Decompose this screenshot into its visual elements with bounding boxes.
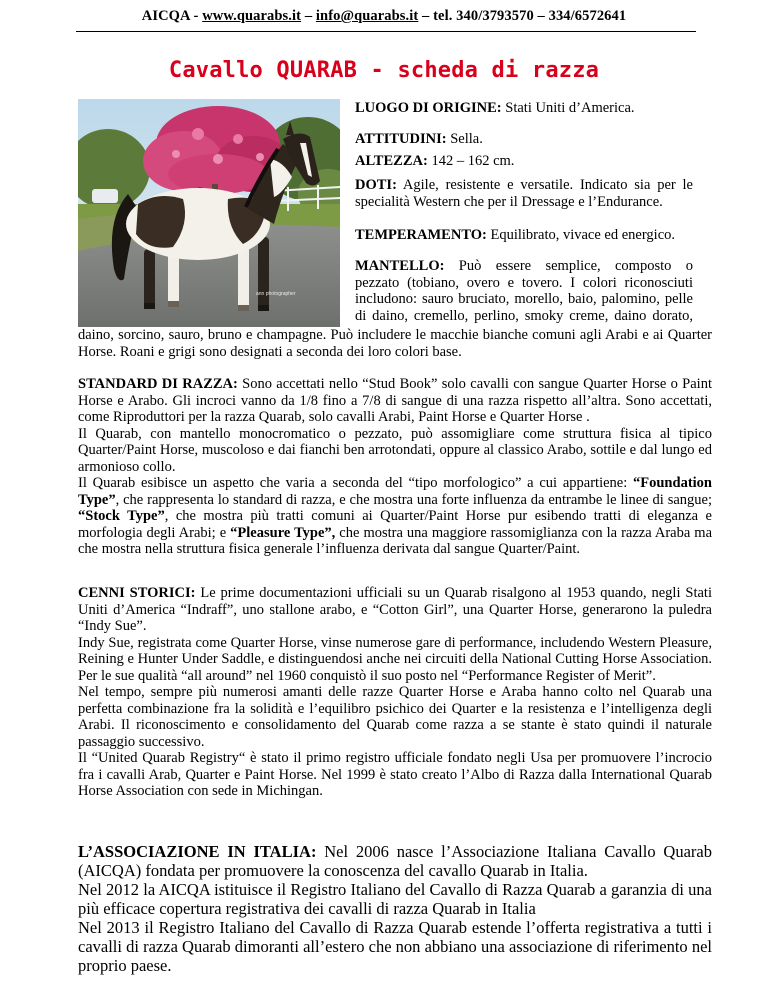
mantello-continuation: daino, sorcino, sauro, bruno e champagne. Può includere le macchie bianche comuni agli Arabi e ai Quarter Horse. Roani e grigi sono designati a seconda dei loro colori base. [78,327,712,360]
photo-watermark: ann photographer [256,291,296,297]
storici-paragraph-1 [78,585,712,635]
fact-temperamento-value: Equilibrato, vivace ed energico. [486,227,676,243]
standard-paragraph-2: Il Quarab, con mantello monocromatico o pezzato, può assomigliare come struttura fisica al tipico Quarter/Paint Horse, muscoloso e dai fianchi ben arrotondati, oppure al classico Arabo, sottile e dal lungo ed armonioso collo. [78,425,712,475]
fact-origine-label: LUOGO DI ORIGINE: [355,100,502,116]
storici-label: CENNI STORICI: [78,585,196,601]
fact-mantello-label: MANTELLO: [355,258,445,274]
pleasure-type: “Pleasure Type”, [230,524,336,541]
assoc-paragraph-1 [78,842,712,880]
header-separator: – [301,8,316,24]
fact-doti-value: Agile, resistente e versatile. Indicato sia per le specialità Western che per il Dressage e l’Endurance. [355,177,693,210]
header-divider [76,31,696,32]
page-header [0,8,768,25]
horse-photo [78,99,340,327]
fact-attitudini [355,131,693,148]
fact-attitudini-label: ATTITUDINI: [355,131,447,147]
fact-temperamento [355,227,693,244]
storici-paragraph-4: Il “United Quarab Registry“ è stato il primo registro ufficiale fondato negli Usa per promuovere l’incrocio fra i cavalli Arab, Quarter e Paint Horse. Nel 1999 è stato creato l’Albo di Razza dalla International Quarab Horse Association con sede in Michingan. [78,750,712,799]
website-link[interactable]: www.quarabs.it [202,8,302,24]
standard-text-3c: , che mostra più tratti comuni ai Quarter/Paint Horse pur esibendo tratti di eleganza e morfologia degli Arabi; e [78,508,712,541]
storici-paragraph-3: Nel tempo, sempre più numerosi amanti delle razze Quarter Horse e Araba hanno colto nel Quarab una perfetta combinazione fra la solidità e l’equilibro psichico dei Quarter e la resistenza e l’intelligenza degli Arabi. Il riconoscimento e consolidamento del Quarab come razza a se stante è stato quindi il naturale passaggio successivo. [78,684,712,750]
fact-doti [355,177,693,210]
fact-attitudini-value: Sella. [446,131,483,147]
section-associazione [78,842,712,975]
section-storici [78,585,712,800]
fact-origine-value: Stati Uniti d’America. [501,100,635,116]
standard-paragraph-1 [78,376,712,426]
fact-altezza-label: ALTEZZA: [355,153,428,169]
fact-origine [355,100,693,117]
standard-text-1: Sono accettati nello “Stud Book” solo cavalli con sangue Quarter Horse o Paint Horse e Arabo. Gli incroci vanno da 1/8 fino a 7/8 di sangue di una razza rispetto all’altra. Sono accettati, come Riproduttori per la razza Quarab, solo cavalli Arabi, Paint Horse e Quarter Horse . [78,376,712,425]
assoc-text-1: Nel 2006 nasce l’Associazione Italiana Cavallo Quarab (AICQA) fondata per promuovere la conoscenza del cavallo Quarab in Italia. [78,842,712,880]
fact-mantello [355,258,693,324]
fact-doti-label: DOTI: [355,177,397,193]
mantello-line-3: includono: sauro bruciato, morello, baio, palomino, pelle [355,291,693,307]
fact-temperamento-label: TEMPERAMENTO: [355,227,487,243]
mantello-line-2: pezzato (tobiano, overo e tovero. I colori riconosciuti [355,274,693,291]
header-org: AICQA - [141,8,203,24]
email-link[interactable]: info@quarabs.it [315,8,419,24]
standard-text-3a: Il Quarab esibisce un aspetto che varia a seconda del “tipo morfologico” a cui appartiene: [78,475,634,491]
standard-text-3d: che mostra una maggiore rassomiglianza con la razza Araba ma che mostra nella struttura fisica generale l’influenza derivata dal sangue Quarter/Paint. [78,524,713,557]
standard-text-3b: , che rappresenta lo standard di razza, e che mostra una forte influenza da entrambe le linee di sangue; [115,491,712,508]
assoc-paragraph-2: Nel 2012 la AICQA istituisce il Registro Italiano del Cavallo di Razza Quarab a garanzia di una più efficace copertura registrativa dei cavalli di razza Quarab in Italia [78,880,712,918]
foundation-type: “Foundation Type” [78,475,712,508]
page-title: Cavallo QUARAB - scheda di razza [168,58,600,83]
mantello-line-4: di daino, cremello, perlino, smoky creme, daino dorato, [355,307,693,324]
mantello-line-1 [355,258,693,275]
assoc-paragraph-3: Nel 2013 il Registro Italiano del Cavallo di Razza Quarab estende l’offerta registrativa a tutti i cavalli di razza Quarab dimoranti all’estero che non abbiano una associazione di riferimento nel proprio paese. [78,918,712,975]
standard-label: STANDARD DI RAZZA: [78,376,238,392]
mantello-text-1: Può essere semplice, composto o [444,258,693,274]
storici-paragraph-2: Indy Sue, registrata come Quarter Horse, vinse numerose gare di performance, includendo Western Pleasure, Reining e Hunter Under Saddle, e distinguendosi anche nei circuiti della National Cutting Horse Association. Per le sue qualità “all around” nel 1960 conquistò il suo posto nel “Performance Register of Merit”. [78,634,712,684]
header-phone: – tel. 340/3793570 – 334/6572641 [418,8,627,24]
stock-type: “Stock Type” [78,508,165,524]
horse-photo-illustration [78,99,340,327]
fact-altezza-value: 142 – 162 cm. [427,153,515,169]
storici-text-1: Le prime documentazioni ufficiali su un Quarab risalgono al 1953 quando, negli Stati Uniti d’America “Indraff”, uno stallone arabo, e “Cotton Girl”, una Quarter Horse, generarono la puledra “Indy Sue”. [78,585,712,634]
standard-paragraph-3 [78,475,712,558]
section-standard [78,376,712,558]
assoc-label: L’ASSOCIAZIONE IN ITALIA: [78,842,317,861]
fact-altezza [355,153,693,170]
